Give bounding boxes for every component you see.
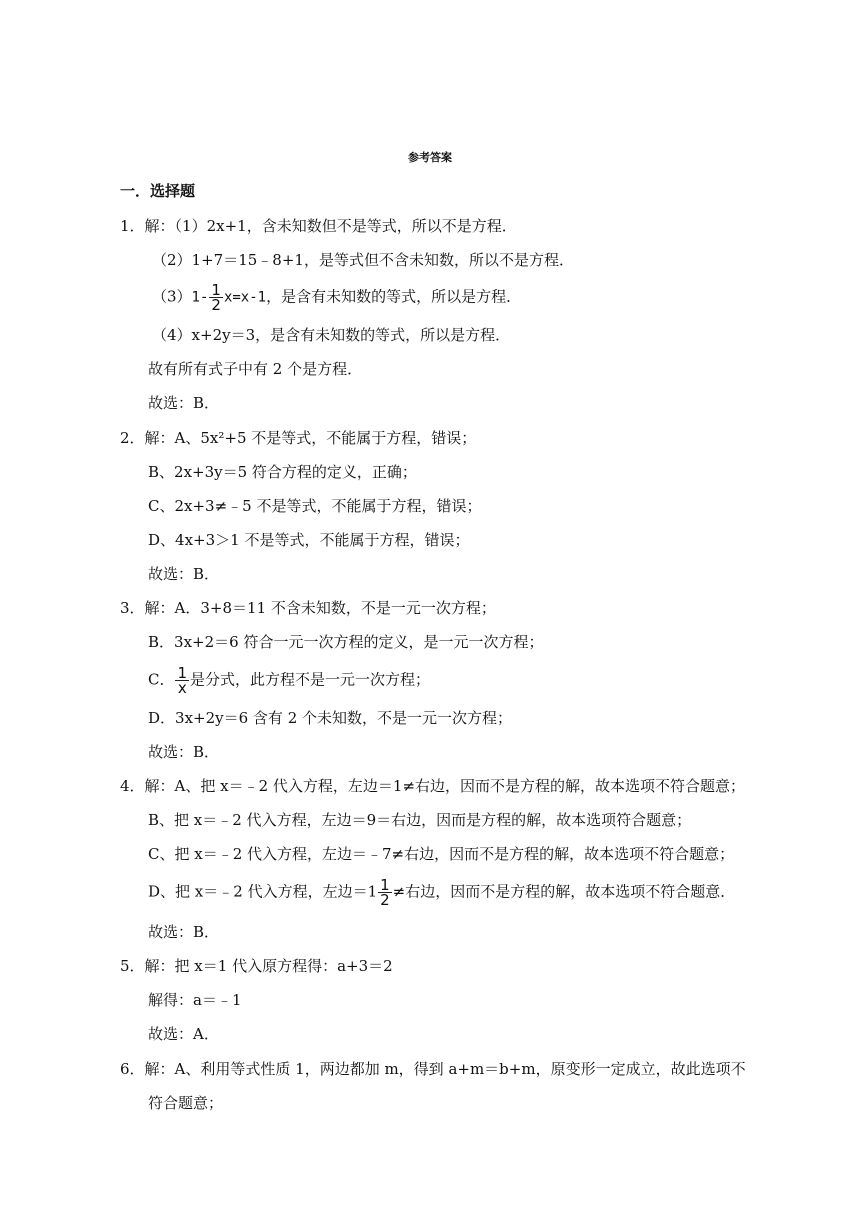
- q3-option-c-fraction: [175, 666, 189, 695]
- q3-option-b: B．3x+2＝6 符合一元一次方程的定义，是一元一次方程；: [148, 633, 544, 651]
- fraction-numerator: 1: [211, 281, 221, 299]
- q1-part-3-prefix: （3）: [152, 287, 192, 306]
- q1-summary: 故有所有式子中有 2 个是方程．: [148, 360, 363, 378]
- q1-part-2: （2）1+7＝15﹣8+1，是等式但不含未知数，所以不是方程．: [152, 251, 574, 269]
- q2-answer: 故选：B．: [148, 565, 220, 583]
- fraction-numerator: 1: [177, 664, 188, 682]
- q4-option-c: C、把 x＝﹣2 代入方程，左边＝﹣7≠右边，因而不是方程的解，故本选项不符合题意；: [148, 845, 735, 863]
- q4-answer: 故选：B．: [148, 923, 220, 941]
- q1-part-3-fraction: [209, 283, 223, 312]
- fraction-denominator: 2: [211, 296, 221, 314]
- q4-option-a: 4．解：A、把 x＝﹣2 代入方程，左边＝1≠右边，因而不是方程的解，故本选项不符合题意；: [120, 777, 746, 795]
- q4-option-d-text: ≠右边，因而不是方程的解，故本选项不符合题意．: [392, 882, 736, 901]
- q3-option-c: [148, 666, 430, 695]
- q4-option-d-fraction: [378, 878, 392, 907]
- q3-answer: 故选：B．: [148, 743, 220, 761]
- q1-part-3-lead: 1-: [191, 289, 209, 306]
- q1-part-4: （4）x+2y＝3，是含有未知数的等式，所以是方程．: [152, 326, 511, 344]
- q1-answer: 故选：B．: [148, 394, 220, 412]
- q3-option-a: 3．解：A．3+8＝11 不含未知数，不是一元一次方程；: [120, 599, 496, 617]
- q5-step-2: 解得：a＝﹣1: [148, 991, 242, 1009]
- q2-option-a: 2．解：A、5x²+5 不是等式，不能属于方程，错误；: [120, 429, 477, 447]
- q2-option-d: D、4x+3＞1 不是等式，不能属于方程，错误；: [148, 531, 470, 549]
- q3-option-c-prefix: C．: [148, 670, 175, 689]
- fraction-denominator: x: [177, 679, 187, 697]
- q3-option-c-text: 是分式，此方程不是一元一次方程；: [190, 670, 431, 689]
- q2-option-b: B、2x+3y＝5 符合方程的定义，正确；: [148, 463, 417, 481]
- fraction-numerator: 1: [380, 876, 390, 894]
- q1-part-3: [152, 283, 521, 312]
- q4-option-d-prefix: D、把 x＝﹣2 代入方程，左边＝1: [148, 882, 378, 901]
- q4-option-d: [148, 878, 735, 907]
- fraction-denominator: 2: [380, 891, 390, 909]
- q6-option-a: 6．解：A、利用等式性质 1，两边都加 m，得到 a+m＝b+m，原变形一定成立，故此选项不: [120, 1060, 746, 1078]
- page-title: 参考答案: [408, 151, 452, 164]
- section-heading: 一．选择题: [120, 182, 196, 200]
- q1-head: 1．解：（1）2x+1，含未知数但不是等式，所以不是方程．: [120, 217, 517, 235]
- q2-option-c: C、2x+3≠﹣5 不是等式，不能属于方程，错误；: [148, 497, 482, 515]
- q3-option-d: D．3x+2y＝6 含有 2 个未知数，不是一元一次方程；: [148, 709, 513, 727]
- q5-step-1: 5．解：把 x＝1 代入原方程得：a+3＝2: [120, 957, 393, 975]
- q1-part-3-text: ，是含有未知数的等式，所以是方程．: [266, 287, 522, 306]
- q6-option-a-cont: 符合题意；: [148, 1094, 224, 1112]
- q5-answer: 故选：A．: [148, 1025, 219, 1043]
- q4-option-b: B、把 x＝﹣2 代入方程，左边＝9＝右边，因而是方程的解，故本选项符合题意；: [148, 811, 692, 829]
- q1-part-3-tail: x=x-1: [223, 289, 267, 306]
